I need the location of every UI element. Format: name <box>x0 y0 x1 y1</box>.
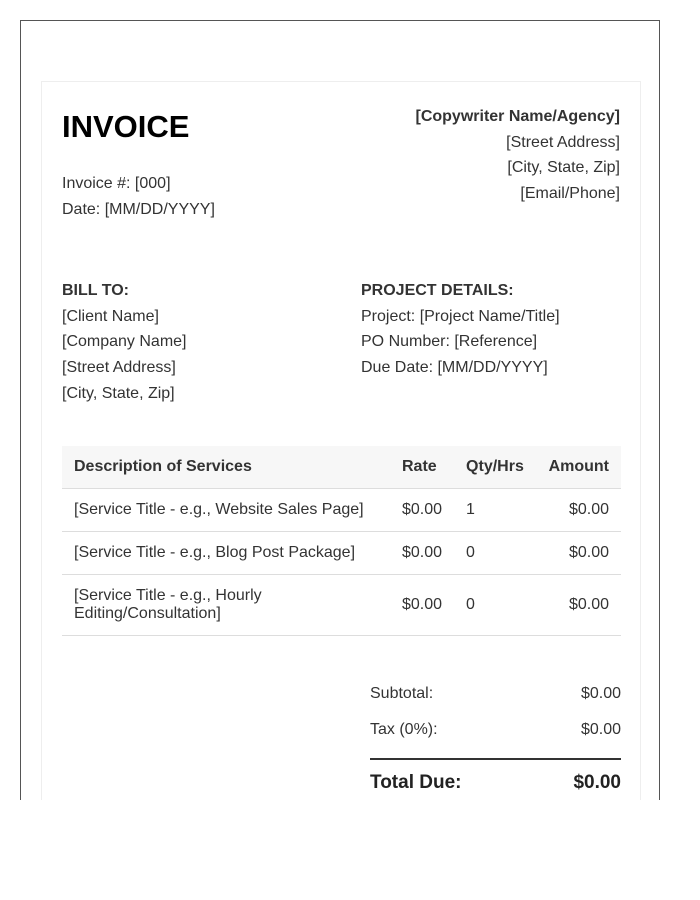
table-header-row <box>62 446 621 489</box>
client-name: [Client Name] <box>62 307 159 325</box>
po-number: PO Number: [Reference] <box>361 333 538 351</box>
table-row <box>62 489 621 532</box>
totals-block <box>370 681 621 800</box>
sender-name: [Copywriter Name/Agency] <box>415 108 620 125</box>
total-due-label: Total Due: <box>370 772 462 793</box>
invoice-title: INVOICE <box>62 109 190 144</box>
project-name: Project: [Project Name/Title] <box>361 307 560 325</box>
service-amount: $0.00 <box>536 575 621 636</box>
sender-block <box>416 104 621 206</box>
subtotal-label: Subtotal: <box>370 685 434 702</box>
header-qty: Qty/Hrs <box>454 446 536 489</box>
header-rate: Rate <box>390 446 454 489</box>
bill-to-heading: BILL TO: <box>62 282 129 299</box>
project-details-heading: PROJECT DETAILS: <box>361 282 514 299</box>
invoice-number: Invoice #: [000] <box>62 175 171 192</box>
document-frame <box>20 20 660 800</box>
table-row <box>62 575 621 636</box>
invoice-date: Date: [MM/DD/YYYY] <box>62 201 215 218</box>
project-details-block <box>361 278 560 381</box>
invoice-meta <box>62 171 215 223</box>
header-description: Description of Services <box>62 446 390 489</box>
service-description: [Service Title - e.g., Website Sales Page] <box>62 489 390 532</box>
sender-contact: [Email/Phone] <box>520 184 620 202</box>
client-street: [Street Address] <box>62 359 176 377</box>
tax-label: Tax (0%): <box>370 721 438 738</box>
tax-row <box>370 717 621 753</box>
tax-value: $0.00 <box>580 721 621 738</box>
service-amount: $0.00 <box>536 532 621 575</box>
header-amount: Amount <box>536 446 621 489</box>
subtotal-value: $0.00 <box>580 685 621 702</box>
service-qty: 0 <box>454 575 536 636</box>
total-due-row <box>370 758 621 800</box>
sender-city: [City, State, Zip] <box>507 159 620 176</box>
subtotal-row <box>370 681 621 717</box>
bill-to-block <box>62 278 187 407</box>
service-rate: $0.00 <box>390 489 454 532</box>
service-rate: $0.00 <box>390 575 454 636</box>
sender-street: [Street Address] <box>506 133 620 151</box>
company-name: [Company Name] <box>62 333 187 351</box>
service-qty: 0 <box>454 532 536 575</box>
client-city: [City, State, Zip] <box>62 384 175 402</box>
service-description: [Service Title - e.g., Blog Post Package] <box>62 532 390 575</box>
due-date: Due Date: [MM/DD/YYYY] <box>361 359 548 377</box>
service-rate: $0.00 <box>390 532 454 575</box>
total-due-value: $0.00 <box>573 772 621 793</box>
service-amount: $0.00 <box>536 489 621 532</box>
invoice-sheet <box>41 81 641 800</box>
service-description: [Service Title - e.g., Hourly Editing/Consultation] <box>62 575 390 636</box>
service-qty: 1 <box>454 489 536 532</box>
table-row <box>62 532 621 575</box>
services-table <box>62 446 621 636</box>
